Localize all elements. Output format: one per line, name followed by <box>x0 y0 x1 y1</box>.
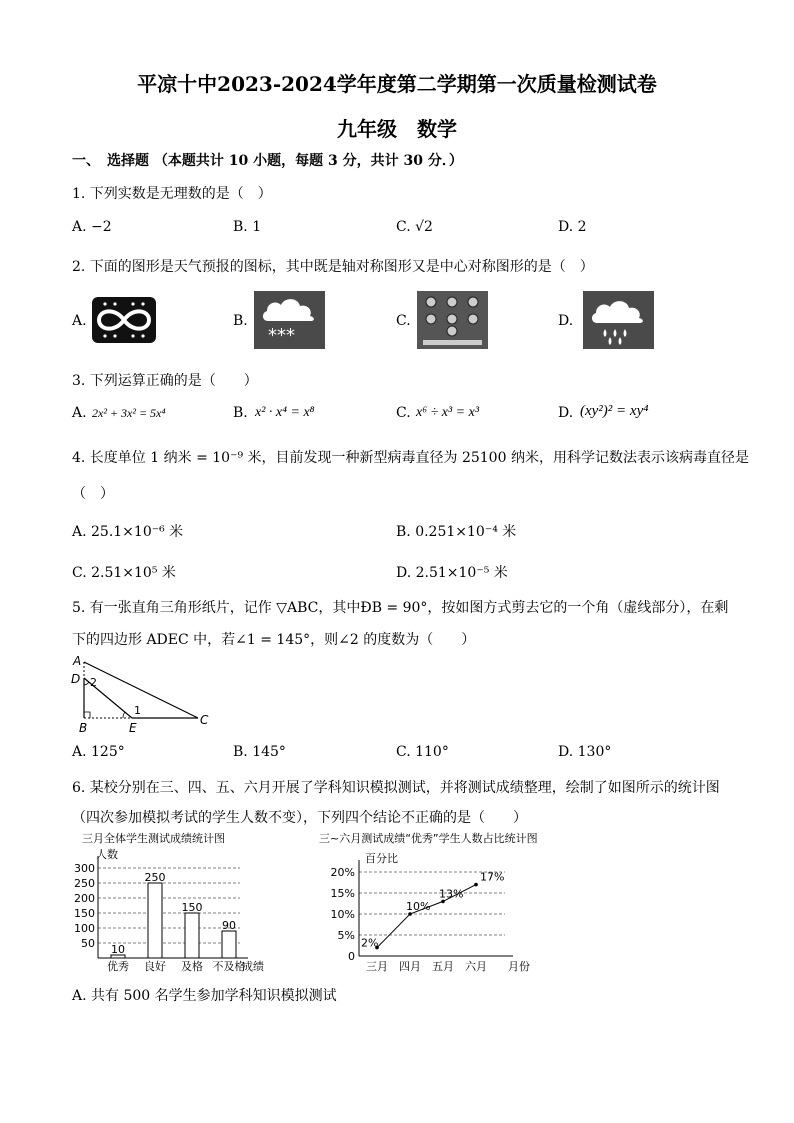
line-category-label: 五月 <box>432 960 454 973</box>
q5-option-d: D. 130° <box>558 744 612 760</box>
q5-triangle-figure <box>68 652 218 738</box>
label-1: 1 <box>134 704 141 717</box>
angle2-arc <box>84 682 89 685</box>
bar-category-label: 优秀 <box>107 960 129 973</box>
label-d: D <box>71 672 81 686</box>
q1-stem: 1. 下列实数是无理数的是（ ） <box>72 186 272 202</box>
bar-良好 <box>148 883 162 958</box>
bar-category-label: 良好 <box>144 960 166 973</box>
label-e: E <box>129 721 137 735</box>
label-2: 2 <box>90 676 97 689</box>
q3-stem: 3. 下列运算正确的是（ ） <box>72 373 258 389</box>
bar-y-tick: 100 <box>74 922 95 935</box>
bar-不及格 <box>222 931 236 958</box>
q3-label-b: B. <box>233 405 248 421</box>
q3-option-b: x² · x⁴ = x⁸ <box>255 405 315 420</box>
line-y-tick: 5% <box>337 929 355 942</box>
line-value-label: 2% <box>361 936 379 950</box>
line-y-tick: 20% <box>330 866 355 879</box>
bar-value-label: 150 <box>181 901 203 914</box>
bar-chart-title: 三月全体学生测试成绩统计图 <box>82 832 225 845</box>
q5-option-b: B. 145° <box>233 744 286 760</box>
fog-icon <box>91 296 157 344</box>
hail-icon <box>417 291 488 349</box>
q3-label-a: A. <box>72 405 87 421</box>
bar-chart-xlabel: 成绩 <box>242 960 264 973</box>
angle1-arc <box>123 712 125 718</box>
q5-option-c: C. 110° <box>396 744 449 760</box>
line-category-label: 六月 <box>465 960 487 973</box>
line-y-tick: 10% <box>330 908 355 921</box>
section-heading: 一、 选择题 （本题共计 10 小题，每题 3 分，共计 30 分．） <box>72 153 463 169</box>
line-value-label: 17% <box>480 870 505 884</box>
line-category-label: 三月 <box>366 960 388 973</box>
q4-option-c: C. 2.51×10⁵ 米 <box>72 565 176 581</box>
exam-title: 平凉十中2023-2024学年度第二学期第一次质量检测试卷 <box>137 72 657 96</box>
line-chart-xlabel: 月份 <box>508 960 530 973</box>
bar-y-tick: 150 <box>74 907 95 920</box>
line-chart-title: 三~六月测试成绩“优秀”学生人数占比统计图 <box>319 832 538 845</box>
line-y-tick: 15% <box>330 887 355 900</box>
q2-stem: 2. 下面的图形是天气预报的图标，其中既是轴对称图形又是中心对称图形的是（ ） <box>72 259 594 275</box>
q4-stem: 4. 长度单位 1 纳米 = 10⁻⁹ 米，目前发现一种新型病毒直径为 25100 纳米，用科学记数法表示该病毒直径是 <box>72 450 749 466</box>
line-chart <box>315 830 595 980</box>
q1-option-b: B. 1 <box>233 219 262 235</box>
line-value-label: 13% <box>439 887 464 901</box>
snow-icon <box>254 291 325 349</box>
bar-category-label: 及格 <box>181 960 203 973</box>
line-category-label: 四月 <box>399 960 421 973</box>
q2-label-b: B. <box>233 313 248 329</box>
line-value-label: 10% <box>406 900 431 913</box>
q1-option-d: D. 2 <box>558 219 587 235</box>
q2-label-d: D. <box>558 313 574 329</box>
q1-option-c: C. √2 <box>396 219 433 235</box>
bar-y-tick: 200 <box>74 892 95 905</box>
svg-text:***: *** <box>268 325 295 346</box>
q2-label-c: C. <box>396 313 411 329</box>
line-point <box>474 883 478 887</box>
rain-icon <box>583 291 654 349</box>
line-y-tick: 0 <box>348 950 355 963</box>
bar-chart-ylabel: 人数 <box>96 848 118 861</box>
q5-option-a: A. 125° <box>72 744 125 760</box>
q3-option-c: x⁶ ÷ x³ = x³ <box>416 405 480 420</box>
q3-option-d: (xy²)² = xy⁴ <box>580 403 649 419</box>
line-chart-ylabel: 百分比 <box>365 852 398 865</box>
q3-option-a: 2x² + 3x² = 5x⁴ <box>92 406 166 420</box>
bar-y-tick: 50 <box>81 937 95 950</box>
right-angle-mark <box>84 712 90 718</box>
q2-label-a: A. <box>72 313 87 329</box>
bar-chart <box>68 830 308 980</box>
bar-y-tick: 300 <box>74 862 95 875</box>
bar-value-label: 90 <box>222 919 236 932</box>
q4-option-d: D. 2.51×10⁻⁵ 米 <box>396 565 508 581</box>
q6-stem: 6. 某校分别在三、四、五、六月开展了学科知识模拟测试，并将测试成绩整理，绘制了如图所示的统计图 <box>72 780 720 796</box>
q1-option-a: A. −2 <box>72 219 112 235</box>
exam-subtitle: 九年级 数学 <box>337 117 457 141</box>
q6-option-a: A. 共有 500 名学生参加学科知识模拟测试 <box>72 988 337 1004</box>
q5-stem: 5. 有一张直角三角形纸片，记作 ▽ABC，其中ÐB = 90°，按如图方式剪去它的一个角（虚线部分），在剩 <box>72 600 729 616</box>
q5-stem-cont: 下的四边形 ADEC 中，若∠1 = 145°，则∠2 的度数为（ ） <box>72 632 476 648</box>
q3-label-c: C. <box>396 405 411 421</box>
bar-value-label: 10 <box>111 943 125 956</box>
label-a: A <box>73 654 82 668</box>
bar-及格 <box>185 913 199 958</box>
q4-option-a: A. 25.1×10⁻⁶ 米 <box>72 524 184 540</box>
bar-category-label: 不及格 <box>212 960 246 973</box>
label-c: C <box>200 713 209 727</box>
bar-value-label: 250 <box>144 871 166 884</box>
q6-stem-cont: （四次参加模拟考试的学生人数不变），下列四个结论不正确的是（ ） <box>72 810 527 826</box>
hypotenuse-ac <box>84 662 198 718</box>
bar-y-tick: 250 <box>74 877 95 890</box>
label-b: B <box>79 721 88 735</box>
q4-option-b: B. 0.251×10⁻⁴ 米 <box>396 524 517 540</box>
q3-label-d: D. <box>558 405 574 421</box>
q4-stem-cont: （ ） <box>72 486 114 502</box>
